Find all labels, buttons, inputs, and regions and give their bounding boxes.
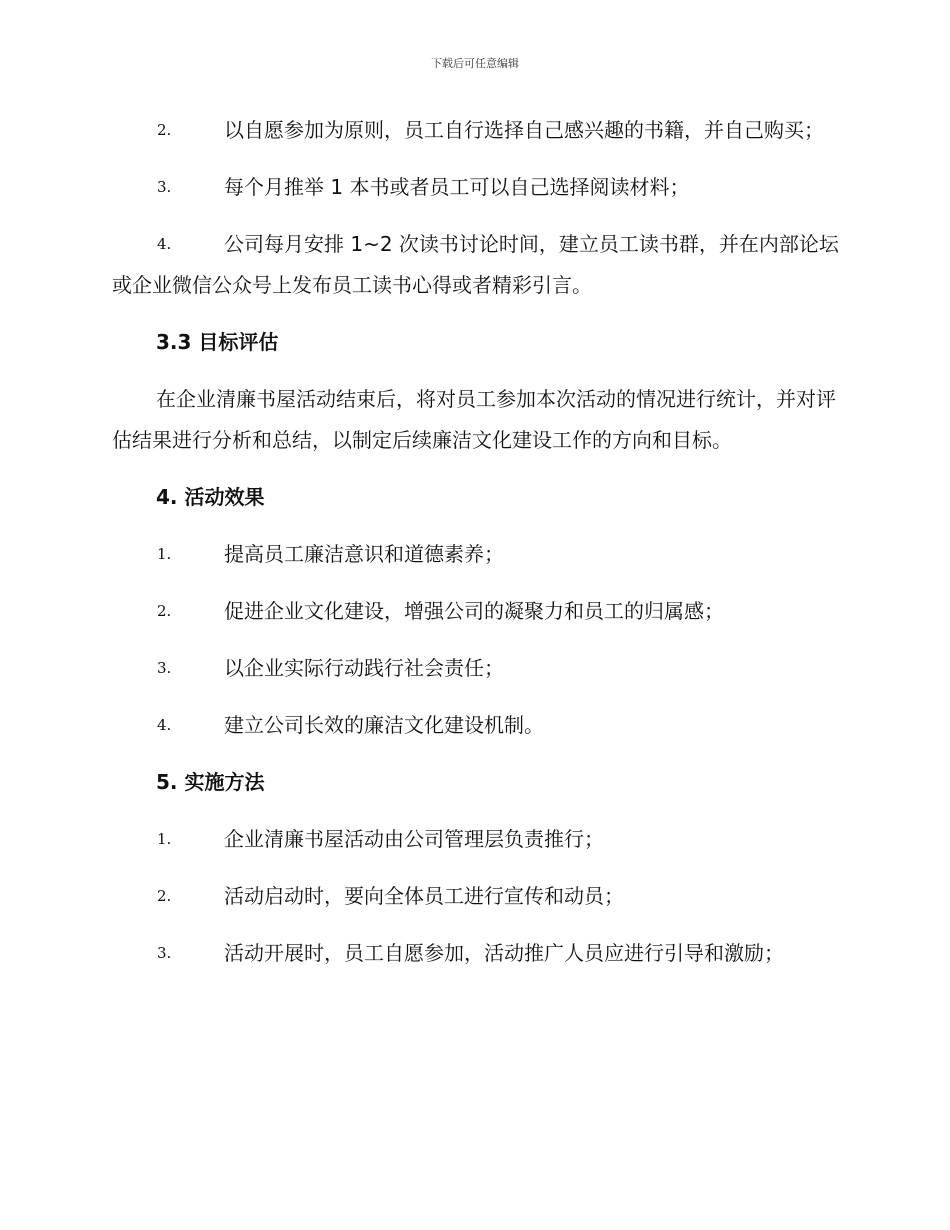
list-item <box>112 224 840 306</box>
list-item <box>112 110 840 151</box>
list-number: 4. <box>157 716 172 734</box>
list-number: 2. <box>157 887 172 905</box>
list-number: 3. <box>157 178 172 196</box>
list-item <box>112 876 840 917</box>
list-item <box>112 819 840 860</box>
section-heading-implementation-method: 5. 实施方法 <box>156 770 265 794</box>
document-body <box>112 110 840 990</box>
list-item <box>112 167 840 208</box>
list-text: 企业清廉书屋活动由公司管理层负责推行； <box>224 827 604 851</box>
list-number: 1. <box>157 545 172 563</box>
list-text: 活动开展时，员工自愿参加，活动推广人员应进行引导和激励； <box>224 941 784 965</box>
list-item <box>112 933 840 974</box>
section-heading-activity-effect: 4. 活动效果 <box>156 485 265 509</box>
list-item <box>112 591 840 632</box>
list-text: 活动启动时，要向全体员工进行宣传和动员； <box>224 884 624 908</box>
list-item <box>112 705 840 746</box>
list-number: 3. <box>157 659 172 677</box>
list-number: 4. <box>157 235 172 253</box>
section-paragraph: 在企业清廉书屋活动结束后，将对员工参加本次活动的情况进行统计，并对评估结果进行分析和总结，以制定后续廉洁文化建设工作的方向和目标。 <box>112 387 836 452</box>
list-text: 提高员工廉洁意识和道德素养； <box>224 542 504 566</box>
list-text: 公司每月安排 1~2 次读书讨论时间，建立员工读书群，并在内部论坛或企业微信公众号上发布员工读书心得或者精彩引言。 <box>112 232 839 297</box>
list-item <box>112 534 840 575</box>
list-item <box>112 648 840 689</box>
section-heading-target-evaluation: 3.3 目标评估 <box>156 330 279 354</box>
list-text: 以企业实际行动践行社会责任； <box>224 656 504 680</box>
list-number: 2. <box>157 602 172 620</box>
list-text: 以自愿参加为原则，员工自行选择自己感兴趣的书籍，并自己购买； <box>224 118 824 142</box>
list-number: 3. <box>157 944 172 962</box>
page-header: 下载后可任意编辑 <box>431 57 519 70</box>
list-text: 每个月推举 1 本书或者员工可以自己选择阅读材料； <box>224 175 690 199</box>
list-text: 建立公司长效的廉洁文化建设机制。 <box>224 713 544 737</box>
list-number: 1. <box>157 830 172 848</box>
list-text: 促进企业文化建设，增强公司的凝聚力和员工的归属感； <box>224 599 724 623</box>
list-number: 2. <box>157 121 172 139</box>
